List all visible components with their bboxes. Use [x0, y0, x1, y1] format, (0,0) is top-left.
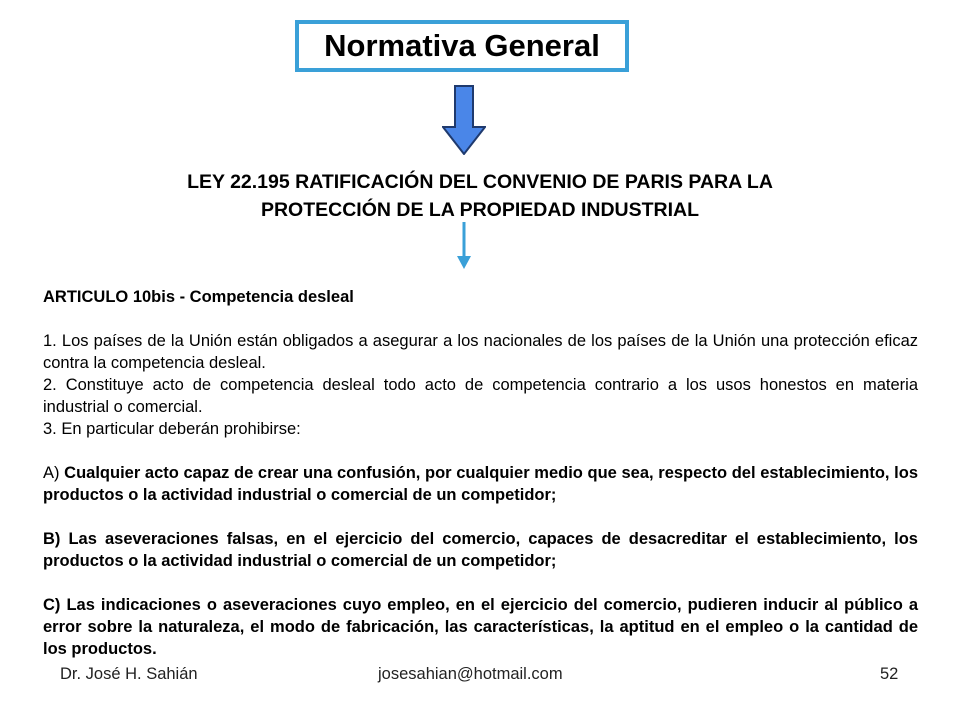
heading-line-2: PROTECCIÓN DE LA PROPIEDAD INDUSTRIAL [260, 199, 700, 221]
title-box [295, 20, 629, 72]
clause-a-prefix: A) [43, 464, 65, 482]
law-heading [60, 168, 900, 224]
paragraph-3: 3. En particular deberán prohibirse: [43, 420, 301, 438]
page-title: Normativa General [324, 28, 600, 63]
clause-a-text: Cualquier acto capaz de crear una confusión, por cualquier medio que sea, respecto del establecimiento, los productos o la actividad industrial o comercial de un competidor; [43, 464, 918, 504]
footer-email: josesahian@hotmail.com [378, 665, 563, 683]
clause-c: C) Las indicaciones o aseveraciones cuyo empleo, en el ejercicio del comercio, pudieren inducir al público a error sobre la naturaleza, el modo de fabricación, las características, la aptitud en el empleo o la cantidad de los productos. [43, 596, 918, 658]
paragraph-2: 2. Constituye acto de competencia desleal todo acto de competencia contrario a los usos honestos en materia industrial o comercial. [43, 376, 918, 416]
heading-line-1: LEY 22.195 RATIFICACIÓN DEL CONVENIO DE PARIS PARA LA [187, 171, 773, 193]
article-body [43, 286, 918, 660]
paragraph-1: 1. Los países de la Unión están obligados a asegurar a los nacionales de los países de la Unión una protección eficaz contra la competencia desleal. [43, 332, 918, 372]
page-number: 52 [880, 665, 899, 683]
clause-b: B) Las aseveraciones falsas, en el ejercicio del comercio, capaces de desacreditar el establecimiento, los productos o la actividad industrial o comercial de un competidor; [43, 530, 918, 570]
down-arrow-icon [442, 85, 486, 155]
footer-author: Dr. José H. Sahián [60, 665, 198, 683]
article-title: ARTICULO 10bis - Competencia desleal [43, 288, 354, 306]
clause-a [43, 462, 918, 506]
small-down-arrow-icon [456, 222, 472, 270]
